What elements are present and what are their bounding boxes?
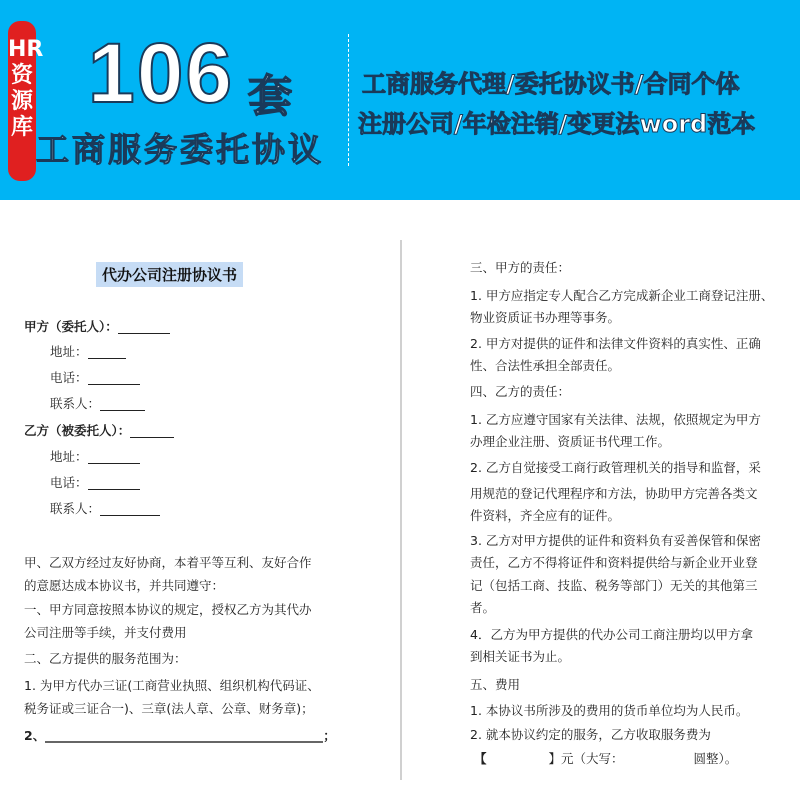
party-a: 甲方（委托人）： [24, 318, 170, 336]
para: 用规范的登记代理程序和方法，协助甲方完善各类文 [470, 486, 758, 501]
party-b: 乙方（被委托人）： [24, 422, 174, 440]
para: 三、甲方的责任： [470, 260, 571, 275]
tag-line-1: 工商服务代理/委托协议书/合同个体 [362, 70, 740, 98]
para: 公司注册等手续，并支付费用 [24, 625, 187, 640]
para: 责任，乙方不得将证件和资料提供给与新企业开业登 [470, 555, 758, 570]
page-divider [400, 240, 402, 780]
document-title: 代办公司注册协议书 [96, 262, 243, 287]
para: 甲、乙双方经过友好协商，本着平等互利、友好合作 [24, 555, 312, 570]
para: 者。 [470, 600, 496, 615]
para: 1. 乙方应遵守国家有关法律、法规，依照规定为甲方 [470, 412, 761, 427]
para: 到相关证书为止。 [470, 649, 571, 664]
para: 件资料，齐全应有的证件。 [470, 508, 621, 523]
count: 106 [88, 26, 235, 120]
tag-line-2: 注册公司/年检注销/变更法word范本 [358, 110, 756, 138]
party-a-address: 地址： [50, 343, 126, 361]
para: 税务证或三证合一)、三章(法人章、公章、财务章)； [24, 701, 314, 716]
fee-line: 【 】元（大写： 圆整）。 [474, 751, 738, 766]
para: 1. 为甲方代办三证(工商营业执照、组织机构代码证、 [24, 678, 320, 693]
party-b-phone: 电话： [50, 474, 140, 492]
separator [348, 34, 349, 166]
banner [0, 0, 800, 200]
para: 2. 就本协议约定的服务，乙方收取服务费为 [470, 727, 711, 742]
party-b-contact: 联系人： [50, 500, 160, 518]
para: 3. 乙方对甲方提供的证件和资料负有妥善保管和保密 [470, 533, 761, 548]
para: 性、合法性承担全部责任。 [470, 358, 621, 373]
para: 四、乙方的责任： [470, 384, 571, 399]
party-a-phone: 电话： [50, 369, 140, 387]
para: 一、甲方同意按照本协议的规定，授权乙方为其代办 [24, 602, 312, 617]
party-a-contact: 联系人： [50, 395, 145, 413]
party-b-address: 地址： [50, 448, 140, 466]
para: 的意愿达成本协议书，并共同遵守： [24, 578, 225, 593]
para: 二、乙方提供的服务范围为： [24, 651, 187, 666]
subtitle: 工商服务委托协议 [36, 130, 324, 169]
para: 1. 本协议书所涉及的费用的货币单位均为人民币。 [470, 703, 749, 718]
para: 记（包括工商、技监、税务等部门）无关的其他第三 [470, 578, 758, 593]
para: 2. 乙方自觉接受工商行政管理机关的指导和监督，采 [470, 460, 761, 475]
para: 办理企业注册、资质证书代理工作。 [470, 434, 671, 449]
para: 五、费用 [470, 677, 521, 692]
para: 2. 甲方对提供的证件和法律文件资料的真实性、正确 [470, 336, 761, 351]
count-unit: 套 [248, 71, 292, 122]
para: 物业资质证书办理等事务。 [470, 310, 621, 325]
para: 4．乙方为甲方提供的代办公司工商注册均以甲方拿 [470, 627, 753, 642]
item-2: 2、 ； [24, 728, 336, 743]
para: 1. 甲方应指定专人配合乙方完成新企业工商登记注册、 [470, 288, 774, 303]
logo: HR资源库 [8, 21, 36, 181]
